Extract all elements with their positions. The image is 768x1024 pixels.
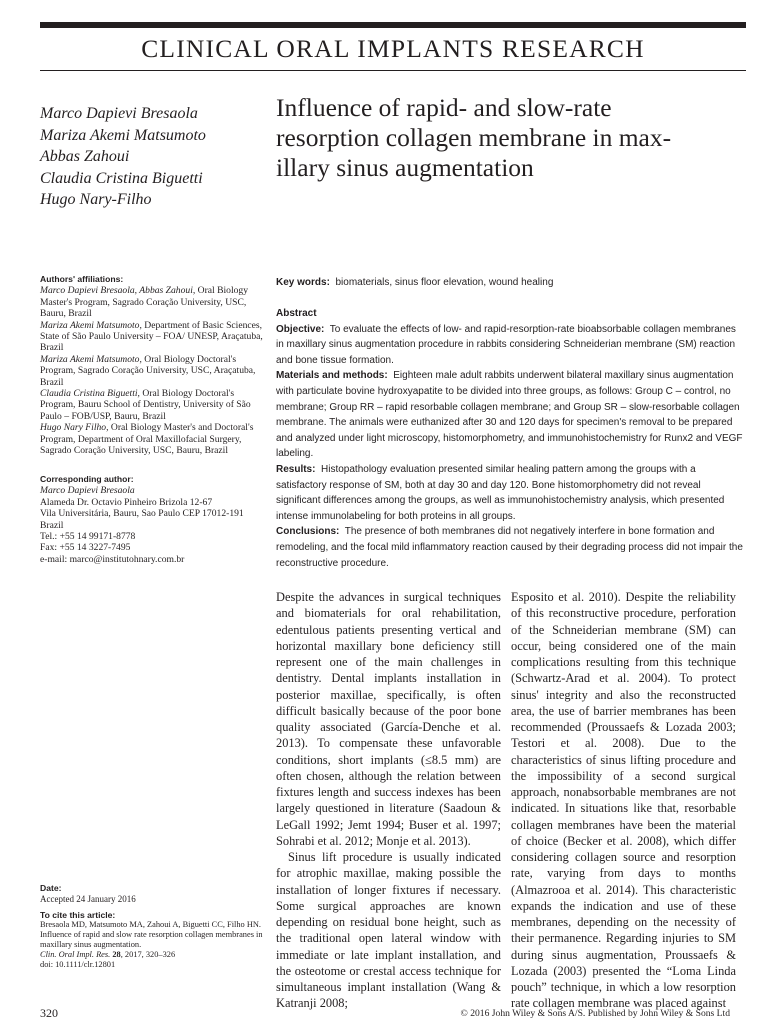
abstract-results (276, 462, 746, 524)
abstract-methods (276, 368, 746, 462)
affiliation-entry (40, 388, 270, 422)
affiliation-text: Oral Biology Doctoral's Program, Bauru School of Dentistry, University of São Paulo – FOB/USP, Bauru, Brazil (40, 388, 251, 422)
corresponding-line: Brazil (40, 519, 64, 531)
abstract (276, 306, 746, 571)
citation-source (40, 950, 270, 960)
keywords-text: biomaterials, sinus floor elevation, wound healing (335, 277, 554, 288)
page-number: 320 (40, 1006, 58, 1020)
abstract-label: Conclusions: (276, 526, 340, 538)
corresponding-line: Tel.: +55 14 99171-8778 (40, 531, 136, 543)
article-title-line: illary sinus augmentation (276, 153, 534, 182)
abstract-label: Materials and methods: (276, 370, 388, 382)
corresponding-line: Fax: +55 14 3227-7495 (40, 542, 131, 554)
citation-doi: doi: 10.1111/clr.12801 (40, 960, 116, 969)
corresponding-line: Vila Universitária, Bauru, Sao Paulo CEP 17012-191 (40, 508, 244, 520)
citation-text: Bresaola MD, Matsumoto MA, Zahoui A, Biguetti CC, Filho HN. Influence of rapid and slow rate resorption collagen membranes in maxillary sinus augmentation. (40, 920, 263, 949)
affiliation-entry (40, 320, 270, 354)
affiliations (40, 274, 270, 457)
affiliation-names: Claudia Cristina Biguetti, (40, 388, 140, 400)
citation-heading: To cite this article: (40, 910, 116, 920)
date-block (40, 883, 270, 904)
copyright-notice: © 2016 John Wiley & Sons A/S. Published by John Wiley & Sons Ltd (460, 1008, 730, 1019)
corresponding-author (40, 474, 270, 565)
affiliation-entry (40, 422, 270, 456)
body-column-left (276, 589, 501, 1012)
citation-volume: 28 (112, 950, 121, 959)
body-column-right (511, 589, 736, 1012)
header-bar (40, 22, 746, 28)
affiliation-names: Mariza Akemi Matsumoto, (40, 353, 142, 365)
article-title-line: Influence of rapid- and slow-rate (276, 93, 612, 122)
corresponding-line: Alameda Dr. Octavio Pinheiro Brizola 12-67 (40, 496, 213, 508)
abstract-label: Objective: (276, 323, 325, 335)
affiliation-text: Oral Biology Master's and Doctoral's Program, Department of Oral Maxillofacial Surgery, Sagrado Coração University, USC, Bauru, Brazil (40, 422, 254, 457)
abstract-text: Eighteen male adult rabbits underwent bilateral maxillary sinus augmentation with particulate bovine hydroxyapatite to be divided into three groups, as follows: Group C – control, no membrane; Group RR – rapid resorbable collagen membrane; and Group SR – slow-resorbable collagen membrane. The animals were euthanized after 30 and 120 days for specimen's removal to be prepared and analyzed under light microscopy, histomorphometry, and immunohistochemistry for Runx2 and VEGF labeling. (276, 370, 743, 460)
affiliation-entry (40, 285, 270, 319)
citation-pages: , 2017, 320–326 (120, 950, 176, 959)
author-name: Hugo Nary-Filho (40, 191, 152, 208)
journal-title: CLINICAL ORAL IMPLANTS RESEARCH (141, 34, 645, 63)
affiliations-heading: Authors' affiliations: (40, 274, 124, 284)
article-title-line: resorption collagen membrane in max- (276, 123, 672, 152)
abstract-conclusions (276, 524, 746, 571)
affiliation-text: Oral Biology Master's Program, Sagrado Coração University, USC, Bauru, Brazil (40, 285, 249, 320)
abstract-objective (276, 322, 746, 369)
citation-journal: Clin. Oral Impl. Res. (40, 950, 111, 959)
author-list (40, 103, 270, 211)
affiliation-text: Department of Basic Sciences, State of São Paulo University – FOA/ UNESP, Araçatuba, Brazil (40, 319, 263, 354)
affiliation-entry (40, 354, 270, 388)
corresponding-name: Marco Dapievi Bresaola (40, 485, 135, 497)
affiliation-names: Mariza Akemi Matsumoto, (40, 319, 142, 331)
author-name: Claudia Cristina Biguetti (40, 169, 203, 187)
author-name: Abbas Zahoui (40, 148, 130, 165)
affiliation-names: Marco Dapievi Bresaola, Abbas Zahoui, (40, 285, 196, 297)
abstract-text: The presence of both membranes did not negatively interfere in bone formation and remodeling, and the focal mild inflammatory reaction caused by their degrading process did not impair the reconstructive procedure. (276, 526, 743, 569)
affiliation-names: Hugo Nary Filho, (40, 422, 109, 434)
body-paragraph: Sinus lift procedure is usually indicated for atrophic maxillae, making possible the installation of longer fixtures if necessary. Some surgical approaches are known depending on residual bone height, such as the traditional open lateral window with immediate or late implant installation, and the osteotome or crestal access technique for simultaneous implant installation (Wang & Katranji 2008; (276, 850, 501, 1011)
date-heading: Date: (40, 883, 62, 893)
date-text: Accepted 24 January 2016 (40, 893, 136, 904)
body-paragraph: Esposito et al. 2010). Despite the reliability of this reconstructive procedure, perforation of the Schneiderian membrane (SM) can occur, being considered one of the main complications resulting from this technique (Schwartz-Arad et al. 2004). To protect sinus' integrity and also the reconstructed area, the use of barrier membranes has been recommended (Proussaefs & Lozada 2003; Testori et al. 2008). Due to the characteristics of sinus lifting procedure and the impossibility of a second surgical approach, nonabsorbable membranes are not indicated. In situations like that, resorbable collagen membranes have been the material of choice (Becker et al. 2008), which differ considering collagen source and resorption rate, varying from days to months (Almazrooa et al. 2014). This characteristic expands the indication and use of these membranes, depending on the necessity of their permanence. Regarding injuries to SM during sinus augmentation, Proussaefs & Lozada (2003) presented the “Loma Linda pouch” technique, in which a low resorption rate collagen membrane was placed against (511, 590, 736, 1011)
author-name: Mariza Akemi Matsumoto (40, 126, 206, 144)
keywords (276, 276, 746, 289)
article-title (276, 93, 746, 183)
affiliation-text: Oral Biology Doctoral's Program, Sagrado Coração University, USC, Araçatuba, Brazil (40, 353, 256, 388)
body-paragraph: Despite the advances in surgical techniques and biomaterials for oral rehabilitation, edentulous patients presenting vertical and horizontal maxillary bone deficiency still represent one of the main challenges in dentistry. Dental implants installation in posterior maxillae, specifically, is often difficult basically because of the poor bone quality associated (García-Denche et al. 2013). To compensate these unfavorable conditions, short implants (≤8.5 mm) are often chosen, although the relation between fixtures length and success indexes has been largely questioned in literature (Saadoun & LeGall 1992; Jemt 1994; Buser et al. 1997; Sohrabi et al. 2012; Monje et al. 2013). (276, 590, 501, 848)
author-name: Marco Dapievi Bresaola (40, 105, 198, 122)
abstract-label: Results: (276, 463, 316, 475)
header-rule (40, 70, 746, 71)
abstract-text: Histopathology evaluation presented similar healing pattern among the groups with a satisfactory response of SM, both at day 30 and day 120. Bone histomorphometry did not reveal significant differences among the groups, as well as immunohistochemistry analysis, which presented intense immunolabeling for both proteins in all groups. (276, 463, 725, 522)
corresponding-heading: Corresponding author: (40, 474, 134, 484)
citation-block (40, 910, 270, 970)
abstract-text: To evaluate the effects of low- and rapid-resorption-rate bioabsorbable collagen membranes in maxillary sinus augmentation procedure in rabbits considering Schneiderian membrane (SM) reaction and bone tissue formation. (276, 323, 736, 366)
corresponding-email: e-mail: marco@institutohnary.com.br (40, 553, 185, 565)
keywords-label: Key words: (276, 277, 330, 288)
abstract-heading: Abstract (276, 308, 317, 319)
